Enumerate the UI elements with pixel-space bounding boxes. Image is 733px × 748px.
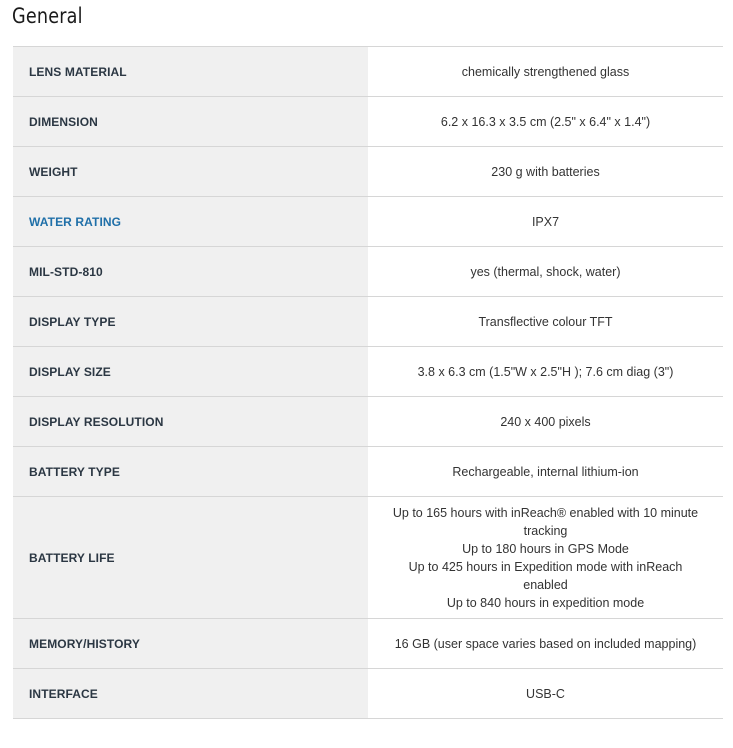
spec-value-line: Up to 180 hours in GPS Mode <box>462 541 629 556</box>
spec-value-line: IPX7 <box>531 214 560 229</box>
spec-label: BATTERY LIFE <box>13 497 368 619</box>
spec-value <box>368 347 723 397</box>
spec-value <box>368 297 723 347</box>
spec-row-water-rating <box>13 197 723 247</box>
spec-value-line: 240 x 400 pixels <box>500 414 591 429</box>
spec-value-line: USB-C <box>526 686 565 701</box>
spec-table-body <box>13 47 723 719</box>
spec-row-display-type <box>13 297 723 347</box>
spec-value-line: Up to 840 hours in expedition mode <box>446 595 645 610</box>
spec-value <box>368 669 723 719</box>
spec-label: MIL-STD-810 <box>13 247 368 297</box>
spec-row-display-resolution <box>13 397 723 447</box>
spec-row-dimension <box>13 97 723 147</box>
section-title: General <box>12 4 83 28</box>
spec-value <box>368 197 723 247</box>
spec-value <box>368 147 723 197</box>
spec-value <box>368 247 723 297</box>
spec-value-line: 16 GB (user space varies based on included mapping) <box>394 636 697 651</box>
spec-value-line: 230 g with batteries <box>491 164 600 179</box>
spec-label: DIMENSION <box>13 97 368 147</box>
spec-label: MEMORY/HISTORY <box>13 619 368 669</box>
spec-row-interface <box>13 669 723 719</box>
spec-table <box>13 46 723 719</box>
spec-value-line: 6.2 x 16.3 x 3.5 cm (2.5" x 6.4" x 1.4") <box>440 114 651 129</box>
spec-value <box>368 619 723 669</box>
spec-row-memory-history <box>13 619 723 669</box>
spec-value <box>368 47 723 97</box>
spec-row-battery-type <box>13 447 723 497</box>
spec-label: BATTERY TYPE <box>13 447 368 497</box>
spec-value <box>368 397 723 447</box>
spec-row-battery-life <box>13 497 723 619</box>
spec-label: INTERFACE <box>13 669 368 719</box>
spec-value <box>368 497 723 619</box>
spec-label: DISPLAY TYPE <box>13 297 368 347</box>
spec-value-line: Transflective colour TFT <box>478 314 613 329</box>
spec-row-mil-std-810 <box>13 247 723 297</box>
spec-value-line: chemically strengthened glass <box>461 64 630 79</box>
spec-row-lens-material <box>13 47 723 97</box>
spec-value-line: Up to 425 hours in Expedition mode with inReach enabled <box>408 559 683 592</box>
spec-label: LENS MATERIAL <box>13 47 368 97</box>
spec-label: DISPLAY SIZE <box>13 347 368 397</box>
spec-value <box>368 97 723 147</box>
spec-row-weight <box>13 147 723 197</box>
spec-value-line: Rechargeable, internal lithium-ion <box>452 464 639 479</box>
spec-value-line: Up to 165 hours with inReach® enabled with 10 minute tracking <box>392 505 699 538</box>
spec-label-link[interactable]: WATER RATING <box>13 197 368 247</box>
spec-value-line: yes (thermal, shock, water) <box>470 264 621 279</box>
spec-label: DISPLAY RESOLUTION <box>13 397 368 447</box>
spec-row-display-size <box>13 347 723 397</box>
spec-label: WEIGHT <box>13 147 368 197</box>
spec-value-line: 3.8 x 6.3 cm (1.5"W x 2.5"H ); 7.6 cm diag (3") <box>417 364 674 379</box>
spec-value <box>368 447 723 497</box>
